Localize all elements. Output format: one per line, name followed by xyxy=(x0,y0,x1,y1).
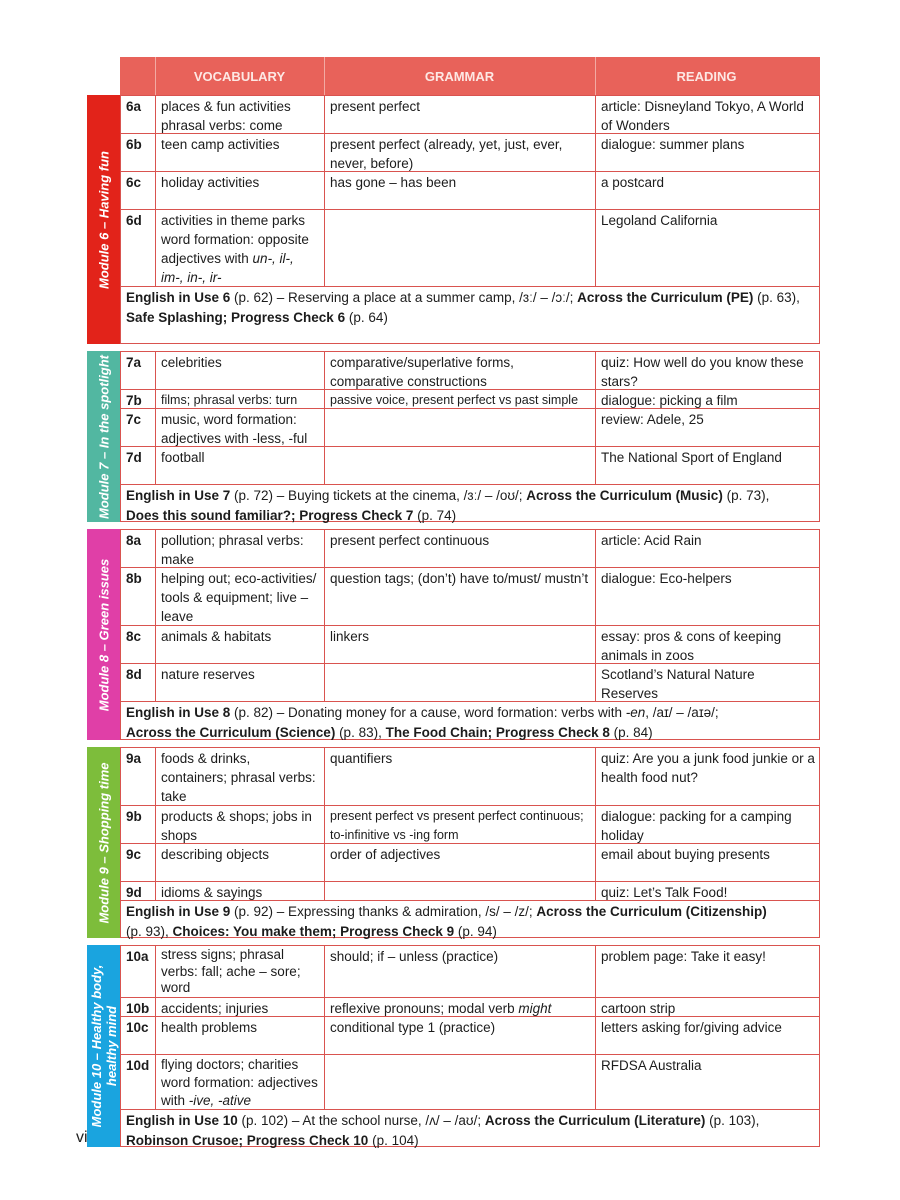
lesson-number: 8c xyxy=(121,626,156,663)
lesson-number: 7a xyxy=(121,352,156,389)
module-7-section xyxy=(87,351,820,522)
grammar-cell xyxy=(325,409,596,446)
lesson-number: 7c xyxy=(121,409,156,446)
lesson-number: 9d xyxy=(121,882,156,900)
table-row xyxy=(121,998,819,1017)
module-8-section xyxy=(87,529,820,740)
vocabulary-cell xyxy=(156,210,325,286)
grammar-cell xyxy=(325,1055,596,1109)
reading-cell: dialogue: packing for a camping holiday xyxy=(601,809,792,843)
lesson-number: 8b xyxy=(121,568,156,625)
table-row xyxy=(121,352,819,390)
across-the-curriculum: Across the Curriculum (Music) xyxy=(526,488,723,503)
reading-cell: quiz: Let’s Talk Food! xyxy=(601,885,728,900)
progress-check: Choices: You make them; Progress Check 9 xyxy=(172,923,455,939)
header-grammar: GRAMMAR xyxy=(424,68,495,84)
summary-text: (p. 93), xyxy=(126,923,173,939)
vocabulary-cell: accidents; injuries xyxy=(156,998,325,1016)
table-row xyxy=(121,134,819,172)
summary-text: (p. 92) – Expressing thanks & admiration, /s/ – /z/; xyxy=(230,904,537,919)
vocabulary-cell: animals & habitats xyxy=(156,626,325,663)
table-row xyxy=(121,390,819,409)
grammar-text: reflexive pronouns; modal verb xyxy=(330,1001,519,1016)
lesson-number: 6a xyxy=(121,96,156,133)
module-summary xyxy=(121,901,819,937)
vocabulary-cell xyxy=(156,1055,325,1109)
lesson-number: 9a xyxy=(121,748,156,805)
reading-cell: quiz: Are you a junk food junkie or a health food nut? xyxy=(601,751,815,785)
across-the-curriculum: Across the Curriculum (Literature) xyxy=(484,1113,706,1128)
summary-text: (p. 82) – Donating money for a cause, word formation: verbs with xyxy=(230,705,626,720)
english-in-use: English in Use 10 xyxy=(126,1113,238,1128)
lesson-number: 6b xyxy=(121,134,156,171)
summary-text: (p. 63), xyxy=(753,290,800,305)
reading-cell: RFDSA Australia xyxy=(601,1058,702,1073)
vocabulary-cell: films; phrasal verbs: turn xyxy=(156,390,325,408)
vocabulary-cell: holiday activities xyxy=(156,172,325,209)
vocabulary-cell: describing objects xyxy=(156,844,325,881)
table-row xyxy=(121,210,819,287)
summary-text: (p. 72) – Buying tickets at the cinema, /ɜː/ – /oʊ/; xyxy=(230,488,527,503)
lesson-number: 8d xyxy=(121,664,156,701)
reading-cell: review: Adele, 25 xyxy=(601,412,704,427)
lesson-number: 8a xyxy=(121,530,156,567)
table-row xyxy=(121,96,819,134)
table-row xyxy=(121,409,819,447)
module-10-label-line1: Module 10 – Healthy body, xyxy=(88,964,104,1128)
module-9-section xyxy=(87,747,820,938)
module-8-band xyxy=(87,529,120,740)
progress-check: Robinson Crusoe; Progress Check 10 xyxy=(126,1132,369,1148)
reading-cell: problem page: Take it easy! xyxy=(601,949,766,964)
progress-check: Does this sound familiar?; Progress Check 7 xyxy=(126,507,414,523)
vocabulary-cell: nature reserves xyxy=(156,664,325,701)
module-7-band xyxy=(87,351,120,522)
module-10-label xyxy=(89,965,119,1128)
module-9-label: Module 9 – Shopping time xyxy=(96,761,111,924)
table-row xyxy=(121,748,819,806)
grammar-modal: might xyxy=(518,1001,552,1016)
module-8-table xyxy=(120,529,820,740)
lesson-number: 6d xyxy=(121,210,156,286)
summary-text: (p. 104) xyxy=(368,1132,419,1148)
grammar-cell xyxy=(325,998,596,1016)
header-vocabulary: VOCABULARY xyxy=(193,68,286,84)
vocabulary-suffix: -ive, -ative xyxy=(188,1093,252,1108)
reading-cell: dialogue: Eco-helpers xyxy=(601,571,732,586)
table-row xyxy=(121,946,819,998)
summary-text: (p. 64) xyxy=(345,309,388,325)
module-6-section xyxy=(87,95,820,344)
lesson-number: 10a xyxy=(121,946,156,997)
lesson-number: 7d xyxy=(121,447,156,484)
summary-text: (p. 83), xyxy=(335,724,386,740)
module-10-label-line2: healthy mind xyxy=(103,1005,119,1087)
module-summary xyxy=(121,702,819,739)
reading-cell: The National Sport of England xyxy=(601,450,782,465)
vocabulary-cell: music, word formation: adjectives with -less, -ful xyxy=(156,409,325,446)
vocabulary-cell: celebrities xyxy=(156,352,325,389)
module-6-label: Module 6 – Having fun xyxy=(96,150,111,289)
module-summary xyxy=(121,287,819,343)
grammar-cell: has gone – has been xyxy=(325,172,596,209)
grammar-cell xyxy=(325,882,596,900)
across-the-curriculum: Across the Curriculum (PE) xyxy=(577,290,754,305)
reading-cell: Legoland California xyxy=(601,213,718,228)
reading-cell: letters asking for/giving advice xyxy=(601,1020,782,1035)
module-6-table xyxy=(120,95,820,344)
lesson-number: 6c xyxy=(121,172,156,209)
reading-cell: article: Acid Rain xyxy=(601,533,702,548)
english-in-use: English in Use 6 xyxy=(126,290,231,305)
english-in-use: English in Use 8 xyxy=(126,705,231,720)
progress-check: The Food Chain; Progress Check 8 xyxy=(385,724,610,740)
module-7-table xyxy=(120,351,820,522)
page-number: vi xyxy=(76,1129,88,1146)
vocabulary-cell: foods & drinks, containers; phrasal verbs: take xyxy=(156,748,325,805)
vocabulary-text: stress signs; phrasal verbs: fall; ache – sore; word xyxy=(161,947,301,995)
header-reading: READING xyxy=(676,68,737,84)
module-7-label: Module 7 – In the spotlight xyxy=(96,354,111,519)
summary-text: (p. 102) – At the school nurse, /ʌ/ – /aʊ/; xyxy=(237,1113,485,1128)
reading-cell: dialogue: picking a film xyxy=(601,393,738,408)
grammar-cell: present perfect continuous xyxy=(325,530,596,567)
summary-text: (p. 103), xyxy=(705,1113,760,1128)
progress-check: Safe Splashing; Progress Check 6 xyxy=(126,309,346,325)
table-row xyxy=(121,844,819,882)
table-row xyxy=(121,806,819,844)
lesson-number: 10b xyxy=(121,998,156,1016)
vocabulary-prefixes: un-, il-, im-, in-, ir- xyxy=(161,251,294,285)
grammar-cell xyxy=(325,664,596,701)
table-row xyxy=(121,664,819,702)
lesson-number: 9c xyxy=(121,844,156,881)
table-row xyxy=(121,530,819,568)
grammar-cell: quantifiers xyxy=(325,748,596,805)
lesson-number: 10c xyxy=(121,1017,156,1054)
reading-cell: cartoon strip xyxy=(601,1001,676,1016)
module-8-label: Module 8 – Green issues xyxy=(96,558,111,711)
module-10-section xyxy=(87,945,820,1147)
vocabulary-text: flying doctors; charities word formation: adjectives with xyxy=(161,1057,318,1108)
module-9-band xyxy=(87,747,120,938)
vocabulary-cell xyxy=(156,946,325,997)
reading-cell: Scotland’s Natural Nature Reserves xyxy=(601,667,755,701)
grammar-cell: passive voice, present perfect vs past simple xyxy=(325,390,596,408)
summary-text: (p. 84) xyxy=(609,724,653,740)
vocabulary-text: activities in theme parks word formation: opposite adjectives with xyxy=(161,213,309,266)
module-10-band xyxy=(87,945,120,1147)
lesson-number: 7b xyxy=(121,390,156,408)
grammar-cell: conditional type 1 (practice) xyxy=(325,1017,596,1054)
grammar-cell: comparative/superlative forms, comparative constructions xyxy=(325,352,596,389)
module-10-table xyxy=(120,945,820,1147)
summary-text: , /aɪ/ – /aɪə/; xyxy=(645,705,719,720)
grammar-cell: present perfect (already, yet, just, ever, never, before) xyxy=(325,134,596,171)
lesson-number: 9b xyxy=(121,806,156,843)
across-the-curriculum: Across the Curriculum (Citizenship) xyxy=(536,904,767,919)
table-row xyxy=(121,568,819,626)
vocabulary-cell: idioms & sayings xyxy=(156,882,325,900)
header-blank xyxy=(120,57,155,95)
summary-text: (p. 94) xyxy=(454,923,497,939)
table-header xyxy=(120,57,820,95)
vocabulary-cell: teen camp activities xyxy=(156,134,325,171)
reading-cell: quiz: How well do you know these stars? xyxy=(601,355,804,389)
table-row xyxy=(121,1055,819,1110)
reading-cell: essay: pros & cons of keeping animals in zoos xyxy=(601,629,782,663)
grammar-cell: present perfect xyxy=(325,96,596,133)
across-the-curriculum: Across the Curriculum (Science) xyxy=(126,724,336,740)
table-row xyxy=(121,882,819,901)
vocabulary-cell: health problems xyxy=(156,1017,325,1054)
vocabulary-cell: helping out; eco-activities/ tools & equipment; live – leave xyxy=(156,568,325,625)
grammar-cell: present perfect vs present perfect continuous; to-infinitive vs -ing form xyxy=(325,806,596,843)
reading-cell: email about buying presents xyxy=(601,847,770,862)
grammar-cell: linkers xyxy=(325,626,596,663)
table-row xyxy=(121,626,819,664)
english-in-use: English in Use 9 xyxy=(126,904,231,919)
summary-suffix: -en xyxy=(625,705,646,720)
grammar-cell xyxy=(325,447,596,484)
grammar-cell: question tags; (don’t) have to/must/ mustn’t xyxy=(325,568,596,625)
module-6-band xyxy=(87,95,120,344)
summary-text: (p. 74) xyxy=(413,507,457,523)
grammar-cell: order of adjectives xyxy=(325,844,596,881)
reading-cell: article: Disneyland Tokyo, A World of Wonders xyxy=(601,99,804,133)
module-summary xyxy=(121,485,819,521)
grammar-cell: should; if – unless (practice) xyxy=(325,946,596,997)
reading-cell: a postcard xyxy=(601,175,665,190)
table-row xyxy=(121,447,819,485)
vocabulary-cell: pollution; phrasal verbs: make xyxy=(156,530,325,567)
reading-cell: dialogue: summer plans xyxy=(601,137,745,152)
vocabulary-cell: football xyxy=(156,447,325,484)
vocabulary-cell: products & shops; jobs in shops xyxy=(156,806,325,843)
module-9-table xyxy=(120,747,820,938)
grammar-cell xyxy=(325,210,596,286)
vocabulary-cell: places & fun activities phrasal verbs: come xyxy=(156,96,325,133)
module-summary xyxy=(121,1110,819,1146)
summary-text: (p. 73), xyxy=(722,488,770,503)
lesson-number: 10d xyxy=(121,1055,156,1109)
table-row xyxy=(121,1017,819,1055)
summary-text: (p. 62) – Reserving a place at a summer camp, /ɜː/ – /ɔː/; xyxy=(230,290,578,305)
english-in-use: English in Use 7 xyxy=(126,488,231,503)
table-row xyxy=(121,172,819,210)
